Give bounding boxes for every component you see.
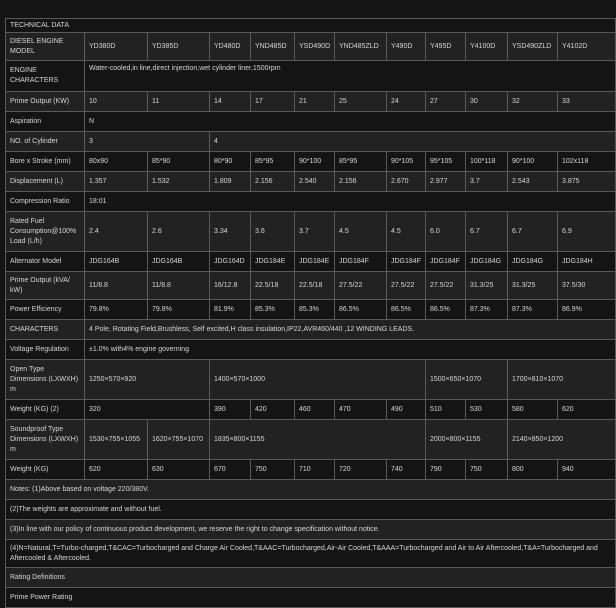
cell: 6.0 xyxy=(426,212,466,252)
cell: 87.3% xyxy=(466,300,508,320)
row-label: Voltage Regulation xyxy=(6,340,85,360)
cell: YSD490D xyxy=(295,33,335,61)
note-text: (3)In line with our policy of continuous product development, we reserve the right to change specification without notice. xyxy=(6,520,616,540)
cell: YSD490ZLD xyxy=(508,33,558,61)
cell: Y495D xyxy=(426,33,466,61)
cell: 2.156 xyxy=(335,172,387,192)
model-row xyxy=(6,33,616,61)
cell: ±1.0% with4% engine governing xyxy=(85,340,616,360)
prime-output-kw-row xyxy=(6,92,616,112)
cell: 90*100 xyxy=(295,152,335,172)
cell: 2000×800×1155 xyxy=(426,420,508,460)
cell: Y490D xyxy=(387,33,426,61)
cell: 33 xyxy=(558,92,616,112)
cell: 2.543 xyxy=(508,172,558,192)
cell: 22.5/18 xyxy=(295,272,335,300)
note-row xyxy=(6,520,616,540)
cell: 25 xyxy=(335,92,387,112)
soundproof-dimensions-row xyxy=(6,420,616,460)
cell: 1.532 xyxy=(148,172,210,192)
cell: 3.7 xyxy=(466,172,508,192)
cell: 100*118 xyxy=(466,152,508,172)
cell: 85.3% xyxy=(251,300,295,320)
cell: 86.5% xyxy=(387,300,426,320)
cell: 580 xyxy=(508,400,558,420)
cell: 1530×755×1055 xyxy=(85,420,148,460)
row-label: Displacement (L) xyxy=(6,172,85,192)
cell: 1700×810×1070 xyxy=(508,360,616,400)
cell: 1250×570×920 xyxy=(85,360,210,400)
cell: 2.156 xyxy=(251,172,295,192)
cell: 2.540 xyxy=(295,172,335,192)
cell: 6.9 xyxy=(558,212,616,252)
cell: 620 xyxy=(558,400,616,420)
prime-power-rating-row xyxy=(6,588,616,608)
cell: 2140×850×1200 xyxy=(508,420,616,460)
cell: 27.5/22 xyxy=(426,272,466,300)
row-label: ENGINE CHARACTERS xyxy=(6,61,85,92)
row-label: Rated Fuel Consumption@100% Load (L/h) xyxy=(6,212,85,252)
cell: JDG164D xyxy=(210,252,251,272)
cell: 1620×755×1070 xyxy=(148,420,210,460)
note-row xyxy=(6,540,616,568)
cell: 90*100 xyxy=(508,152,558,172)
cell: 10 xyxy=(85,92,148,112)
soundproof-weight-row xyxy=(6,460,616,480)
cell: JDG184E xyxy=(295,252,335,272)
cell: 320 xyxy=(85,400,210,420)
cell: 16/12.8 xyxy=(210,272,251,300)
cell: 420 xyxy=(251,400,295,420)
cell: 2.670 xyxy=(387,172,426,192)
top-margin xyxy=(0,0,600,18)
note-row xyxy=(6,480,616,500)
note-row xyxy=(6,500,616,520)
cell: 6.7 xyxy=(508,212,558,252)
row-label: Prime Output (KW) xyxy=(6,92,85,112)
cell: 18:01 xyxy=(85,192,616,212)
engine-characters-row xyxy=(6,61,616,92)
cell: 2.977 xyxy=(426,172,466,192)
cell: 750 xyxy=(251,460,295,480)
cell: 86.9% xyxy=(558,300,616,320)
row-label: Compression Ratio xyxy=(6,192,85,212)
cell: YD480D xyxy=(210,33,251,61)
cell: 85.3% xyxy=(295,300,335,320)
cell: JDG164B xyxy=(85,252,148,272)
row-label: Soundproof Type Dimensions (LXWXH) m xyxy=(6,420,85,460)
table-title: TECHNICAL DATA xyxy=(6,19,616,33)
rating-definitions: Rating Definitions xyxy=(6,568,616,588)
open-dimensions-row xyxy=(6,360,616,400)
cell: 2.6 xyxy=(148,212,210,252)
cell: YND485ZLD xyxy=(335,33,387,61)
cell: 510 xyxy=(426,400,466,420)
aspiration-row xyxy=(6,112,616,132)
cell: 460 xyxy=(295,400,335,420)
cell: 37.5/30 xyxy=(558,272,616,300)
cell: 940 xyxy=(558,460,616,480)
cell: 85*90 xyxy=(148,152,210,172)
cell: 1.357 xyxy=(85,172,148,192)
cell: 720 xyxy=(335,460,387,480)
alternator-row xyxy=(6,252,616,272)
cell: 80x90 xyxy=(85,152,148,172)
cell: 85*95 xyxy=(335,152,387,172)
cell: 1500×650×1070 xyxy=(426,360,508,400)
prime-output-kva-row xyxy=(6,272,616,300)
rating-definitions-row xyxy=(6,568,616,588)
cell: YND485D xyxy=(251,33,295,61)
cell: YD385D xyxy=(148,33,210,61)
cell: 86.5% xyxy=(426,300,466,320)
cell: 14 xyxy=(210,92,251,112)
title-row xyxy=(6,19,616,33)
spec-sheet xyxy=(5,18,600,601)
cylinder-row xyxy=(6,132,616,152)
row-label: Aspiration xyxy=(6,112,85,132)
cell: 750 xyxy=(466,460,508,480)
cell: 22.5/18 xyxy=(251,272,295,300)
cell: N xyxy=(85,112,616,132)
cell: 630 xyxy=(148,460,210,480)
cell: 27.5/22 xyxy=(387,272,426,300)
cell: 102x118 xyxy=(558,152,616,172)
cell: 6.7 xyxy=(466,212,508,252)
row-label: Alternator Model xyxy=(6,252,85,272)
cell: 530 xyxy=(466,400,508,420)
cell: 27 xyxy=(426,92,466,112)
row-label: Open Type Dimensions (LXWXH) m xyxy=(6,360,85,400)
cell: 1400×570×1000 xyxy=(210,360,426,400)
cell: 24 xyxy=(387,92,426,112)
cell: 710 xyxy=(295,460,335,480)
cell: 3.875 xyxy=(558,172,616,192)
efficiency-row xyxy=(6,300,616,320)
cell: 3.34 xyxy=(210,212,251,252)
cell: 79.8% xyxy=(148,300,210,320)
row-label: Weight (KG) xyxy=(6,460,85,480)
row-label: Power Efficiency xyxy=(6,300,85,320)
compression-row xyxy=(6,192,616,212)
cell: 4 xyxy=(210,132,616,152)
cell: 95*105 xyxy=(426,152,466,172)
cell: 1.809 xyxy=(210,172,251,192)
cell: 79.8% xyxy=(85,300,148,320)
cell: 21 xyxy=(295,92,335,112)
note-text: (2)The weights are approximate and without fuel. xyxy=(6,500,616,520)
voltage-row xyxy=(6,340,616,360)
cell: 31.3/25 xyxy=(508,272,558,300)
cell: 1835×800×1155 xyxy=(210,420,426,460)
cell: 800 xyxy=(508,460,558,480)
cell: JDG184G xyxy=(466,252,508,272)
cell: 2.4 xyxy=(85,212,148,252)
note-text: Notes: (1)Above based on voltage 220/380V. xyxy=(6,480,616,500)
cell: 390 xyxy=(210,400,251,420)
technical-data-table xyxy=(5,18,616,608)
fuel-consumption-row xyxy=(6,212,616,252)
cell: Water-cooled,in line,direct injection,wet cylinder liner,1500rpm xyxy=(85,61,616,92)
cell: 85*95 xyxy=(251,152,295,172)
row-label: Bore x Stroke (mm) xyxy=(6,152,85,172)
cell: JDG184F xyxy=(426,252,466,272)
cell: JDG184E xyxy=(251,252,295,272)
cell: 670 xyxy=(210,460,251,480)
row-label: Prime Output (kVA/ kW) xyxy=(6,272,85,300)
cell: 11 xyxy=(148,92,210,112)
cell: 31.3/25 xyxy=(466,272,508,300)
characters-row xyxy=(6,320,616,340)
cell: 90*105 xyxy=(387,152,426,172)
cell: 4 Pole, Rotating Field,Brushless, Self excited,H class insulation,IP22,AVR460/440 ,12 WINDING LEADS. xyxy=(85,320,616,340)
cell: JDG184H xyxy=(558,252,616,272)
bore-stroke-row xyxy=(6,152,616,172)
displacement-row xyxy=(6,172,616,192)
cell: 4.5 xyxy=(335,212,387,252)
cell: JDG184F xyxy=(387,252,426,272)
cell: JDG184F xyxy=(335,252,387,272)
cell: Y4100D xyxy=(466,33,508,61)
cell: 11/8.8 xyxy=(148,272,210,300)
cell: 3.6 xyxy=(251,212,295,252)
cell: 470 xyxy=(335,400,387,420)
row-label: Weight (KG) (2) xyxy=(6,400,85,420)
cell: YD380D xyxy=(85,33,148,61)
cell: 80*90 xyxy=(210,152,251,172)
cell: JDG184G xyxy=(508,252,558,272)
cell: 17 xyxy=(251,92,295,112)
cell: 81.9% xyxy=(210,300,251,320)
prime-power-rating: Prime Power Rating xyxy=(6,588,616,608)
cell: Y4102D xyxy=(558,33,616,61)
row-label: CHARACTERS xyxy=(6,320,85,340)
note-text: (4)N=Natural,T=Turbo-charged,T&CAC=Turbocharged and Charge Air Cooled,T&AAC=Turbocharged,Air-Air Cooled,T&AAA=Turbocharged and Air to Air Aftercooled,T&A=Turbocharged and Aftercooled & Aftercooled. xyxy=(6,540,616,568)
cell: 32 xyxy=(508,92,558,112)
cell: 86.5% xyxy=(335,300,387,320)
cell: 30 xyxy=(466,92,508,112)
cell: 11/8.8 xyxy=(85,272,148,300)
cell: 620 xyxy=(85,460,148,480)
row-label: NO. of Cylinder xyxy=(6,132,85,152)
cell: 3.7 xyxy=(295,212,335,252)
cell: 490 xyxy=(387,400,426,420)
cell: 4.5 xyxy=(387,212,426,252)
row-label: DIESEL ENGINE MODEL xyxy=(6,33,85,61)
open-weight-row xyxy=(6,400,616,420)
cell: 27.5/22 xyxy=(335,272,387,300)
cell: 3 xyxy=(85,132,210,152)
cell: 790 xyxy=(426,460,466,480)
cell: 740 xyxy=(387,460,426,480)
cell: 87.3% xyxy=(508,300,558,320)
cell: JDG164B xyxy=(148,252,210,272)
